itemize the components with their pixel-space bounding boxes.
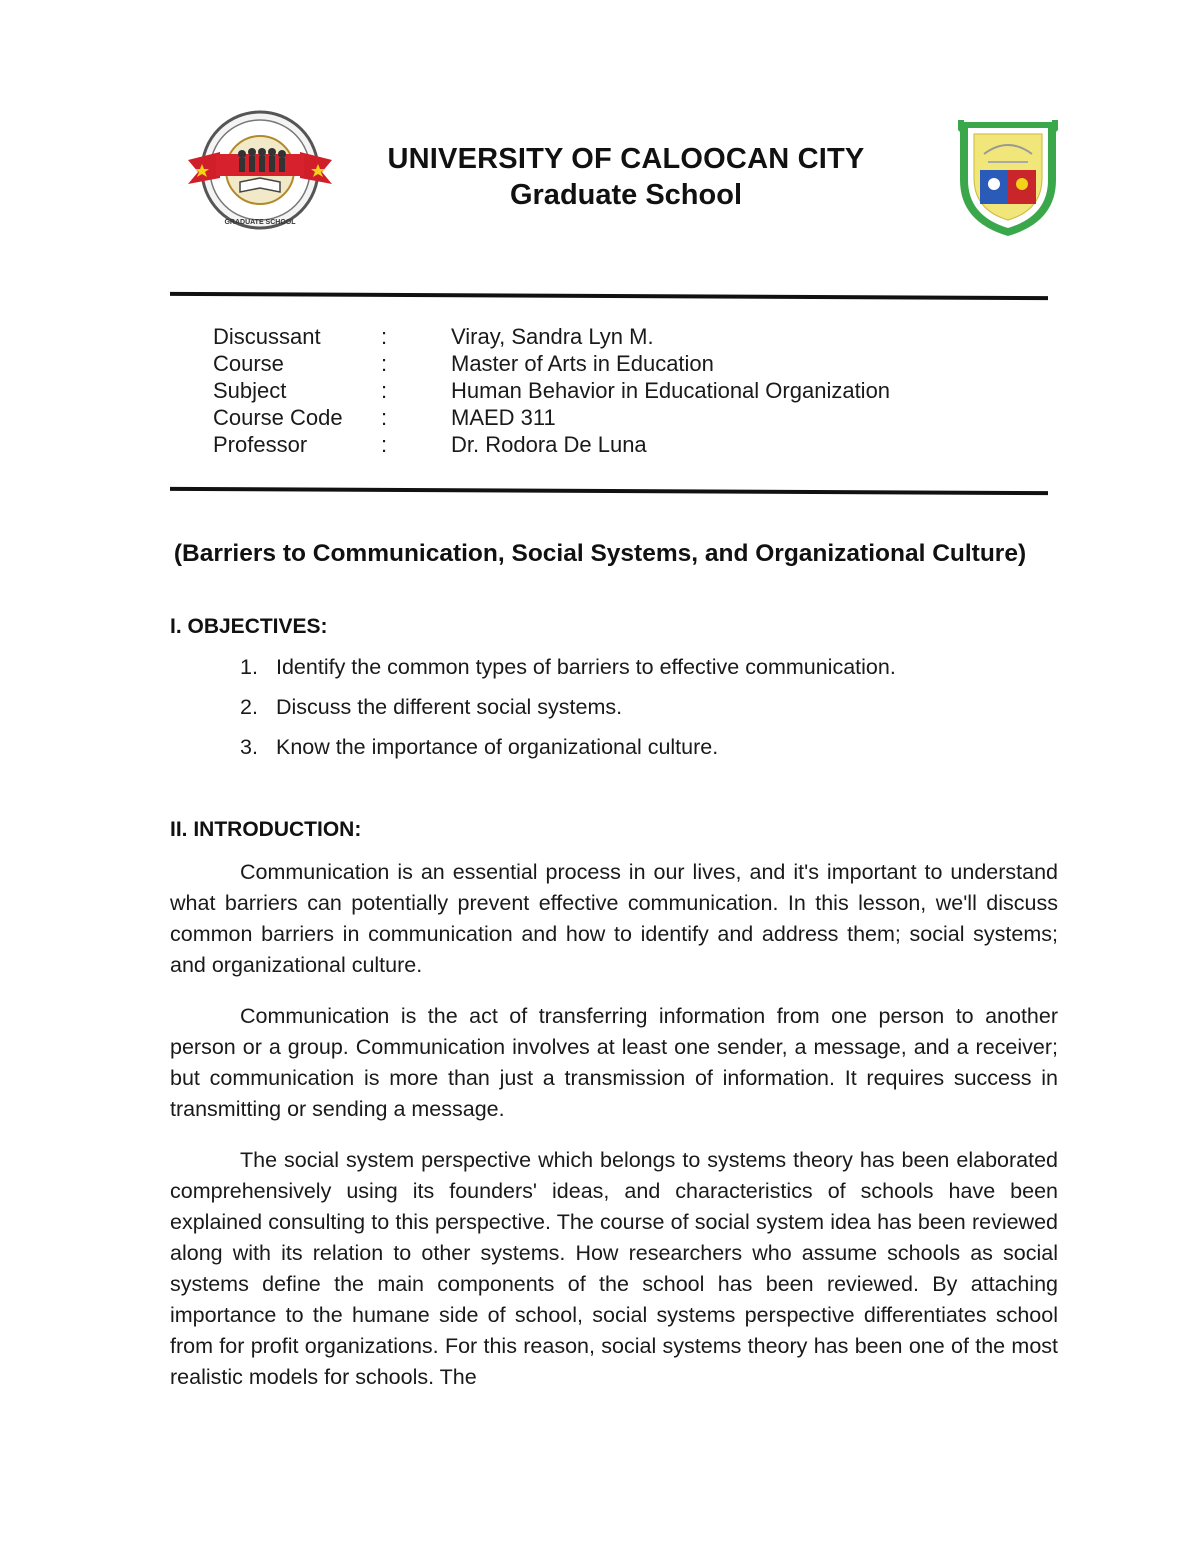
info-row-professor [213, 431, 890, 458]
info-colon: : [381, 432, 388, 457]
info-row-course [213, 350, 890, 377]
info-row-course-code [213, 404, 890, 431]
list-number: 3. [240, 735, 258, 759]
list-item [240, 655, 896, 695]
info-colon: : [381, 378, 388, 403]
list-item [240, 695, 896, 735]
info-value: Viray, Sandra Lyn M. [451, 324, 654, 349]
svg-text:GRADUATE SCHOOL: GRADUATE SCHOOL [224, 219, 296, 226]
info-colon: : [381, 324, 388, 349]
info-label: Professor [213, 432, 308, 457]
list-item [240, 735, 896, 775]
objectives-heading: I. OBJECTIVES: [170, 615, 328, 638]
info-label: Discussant [213, 324, 321, 349]
list-number: 1. [240, 655, 258, 679]
list-text: Discuss the different social systems. [276, 695, 623, 719]
intro-paragraph: The social system perspective which belongs to systems theory has been elaborated comprehensively using its founders' ideas, and characteristics of schools have been explained consulting to this perspective. The course of social system idea has been reviewed along with its relation to other systems. How researchers who assume schools as social systems define the main components of the school has been reviewed. By attaching importance to the humane side of school, social systems perspective differentiates school from for profit organizations. For this reason, social systems theory has been one of the most realistic models for schools. The [170, 1148, 1058, 1389]
info-value: Master of Arts in Education [451, 351, 714, 376]
header-divider-top [170, 292, 1048, 300]
list-text: Know the importance of organizational culture. [276, 735, 719, 759]
list-number: 2. [240, 695, 258, 719]
info-label: Course Code [213, 405, 343, 430]
school-name: Graduate School [509, 179, 743, 211]
intro-paragraph: Communication is the act of transferring information from one person to another person or a group. Communication involves at least one sender, a message, and a receiver; but communication is more than just a transmission of information. It requires success in transmitting or sending a message. [170, 1004, 1058, 1121]
info-label: Course [213, 351, 284, 376]
intro-paragraph: Communication is an essential process in our lives, and it's important to understand what barriers can potentially prevent effective communication. In this lesson, we'll discuss common barriers in communication and how to identify and address them; social systems; and organizational culture. [170, 860, 1058, 977]
university-name: UNIVERSITY OF CALOOCAN CITY [387, 143, 865, 175]
info-value: Human Behavior in Educational Organization [451, 378, 891, 403]
info-row-discussant [213, 323, 890, 350]
info-colon: : [381, 405, 388, 430]
info-row-subject [213, 377, 890, 404]
info-value: Dr. Rodora De Luna [451, 432, 647, 457]
objectives-list [240, 655, 896, 775]
document-title: (Barriers to Communication, Social Systems, and Organizational Culture) [173, 540, 1027, 567]
info-value: MAED 311 [451, 405, 556, 430]
discussant-info-table [213, 323, 890, 458]
info-label: Subject [213, 378, 287, 403]
list-text: Identify the common types of barriers to effective communication. [276, 655, 896, 679]
graduate-school-seal-logo [186, 108, 334, 232]
header-divider-bottom [170, 487, 1048, 495]
introduction-heading: II. INTRODUCTION: [170, 818, 362, 841]
info-colon: : [381, 351, 388, 376]
university-shield-logo [954, 118, 1062, 238]
